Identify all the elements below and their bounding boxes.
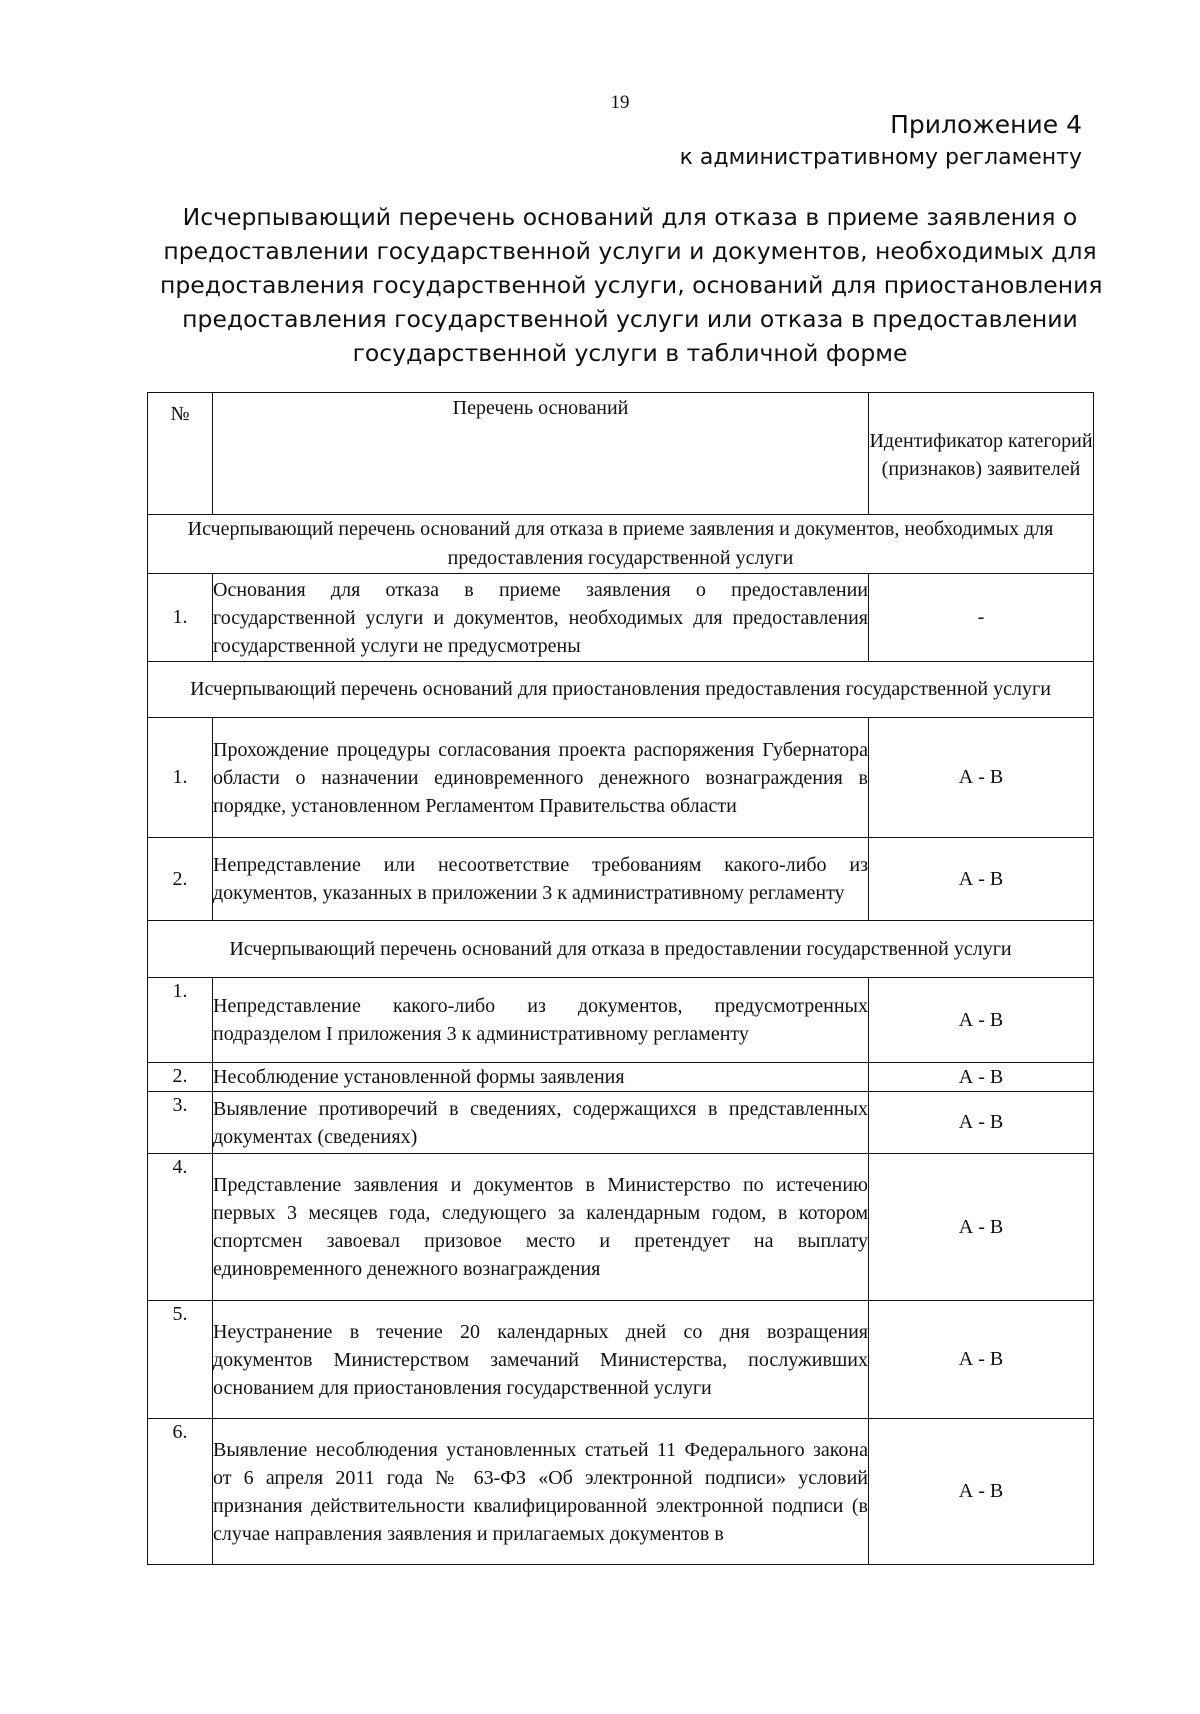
table-row (148, 1092, 1094, 1154)
row-category-id: А - В (869, 1092, 1094, 1154)
page-number: 19 (610, 92, 630, 113)
title-line: предоставления государственной услуги, оснований для приостановления (160, 271, 1103, 299)
table-row (148, 838, 1094, 921)
row-ground-text: Выявление несоблюдения установленных статьей 11 Федерального закона от 6 апреля 2011 года № 63-ФЗ «Об электронной подписи» условий признания действительности квалифицированной электронной подписи (в случае направления заявления и прилагаемых документов в (213, 1419, 869, 1565)
grounds-table (147, 392, 1094, 1565)
row-ground-text: Выявление противоречий в сведениях, содержащихся в представленных документах (сведениях) (213, 1092, 869, 1154)
row-ground-text: Прохождение процедуры согласования проекта распоряжения Губернатора области о назначении единовременного денежного вознаграждения в порядке, установленном Регламентом Правительства области (213, 718, 869, 838)
appendix-subtitle: к административному регламенту (679, 145, 1082, 170)
table-row (148, 978, 1094, 1063)
row-category-id: А - В (869, 1063, 1094, 1092)
row-category-id: А - В (869, 1301, 1094, 1419)
section-title: Исчерпывающий перечень оснований для отказа в предоставлении государственной услуги (148, 921, 1094, 978)
title-line: предоставлении государственной услуги и документов, необходимых для (163, 237, 1097, 265)
table-row (148, 574, 1094, 662)
table-row (148, 1419, 1094, 1565)
table-row (148, 718, 1094, 838)
row-number: 2. (148, 838, 213, 921)
appendix-label: Приложение 4 (890, 110, 1082, 139)
table-row (148, 1301, 1094, 1419)
document-title (160, 200, 1103, 370)
header-number: № (148, 393, 213, 515)
row-number: 6. (148, 1419, 213, 1565)
row-number: 4. (148, 1154, 213, 1301)
header-grounds-list: Перечень оснований (213, 393, 869, 515)
row-number: 5. (148, 1301, 213, 1419)
row-category-id: А - В (869, 1154, 1094, 1301)
row-number: 1. (148, 978, 213, 1063)
table-row (148, 1063, 1094, 1092)
row-number: 3. (148, 1092, 213, 1154)
section-header-row (148, 662, 1094, 718)
section-title: Исчерпывающий перечень оснований для отказа в приеме заявления и документов, необходимых для предоставления государственной услуги (148, 515, 1094, 574)
row-category-id: А - В (869, 718, 1094, 838)
row-category-id: - (869, 574, 1094, 662)
row-number: 1. (148, 718, 213, 838)
header-applicant-category-id: Идентификатор категорий (признаков) заявителей (869, 393, 1094, 515)
row-ground-text: Непредставление какого-либо из документов, предусмотренных подразделом I приложения 3 к административному регламенту (213, 978, 869, 1063)
row-ground-text: Основания для отказа в приеме заявления о предоставлении государственной услуги и документов, необходимых для предоставления государственной услуги не предусмотрены (213, 574, 869, 662)
section-header-row (148, 515, 1094, 574)
row-number: 1. (148, 574, 213, 662)
title-line: предоставления государственной услуги или отказа в предоставлении (182, 305, 1078, 333)
row-number: 2. (148, 1063, 213, 1092)
row-category-id: А - В (869, 978, 1094, 1063)
row-ground-text: Непредставление или несоответствие требованиям какого-либо из документов, указанных в приложении 3 к административному регламенту (213, 838, 869, 921)
title-line: государственной услуги в табличной форме (352, 339, 908, 367)
row-ground-text: Несоблюдение установленной формы заявления (213, 1063, 869, 1092)
row-ground-text: Неустранение в течение 20 календарных дней со дня возращения документов Министерством замечаний Министерства, послуживших основанием для приостановления государственной услуги (213, 1301, 869, 1419)
row-category-id: А - В (869, 1419, 1094, 1565)
row-category-id: А - В (869, 838, 1094, 921)
table-header-row (148, 393, 1094, 515)
section-title: Исчерпывающий перечень оснований для приостановления предоставления государственной услуги (148, 662, 1094, 718)
table-row (148, 1154, 1094, 1301)
row-ground-text: Представление заявления и документов в Министерство по истечению первых 3 месяцев года, следующего за календарным годом, в котором спортсмен завоевал призовое место и претендует на выплату единовременного денежного вознаграждения (213, 1154, 869, 1301)
title-line: Исчерпывающий перечень оснований для отказа в приеме заявления о (182, 203, 1078, 231)
section-header-row (148, 921, 1094, 978)
